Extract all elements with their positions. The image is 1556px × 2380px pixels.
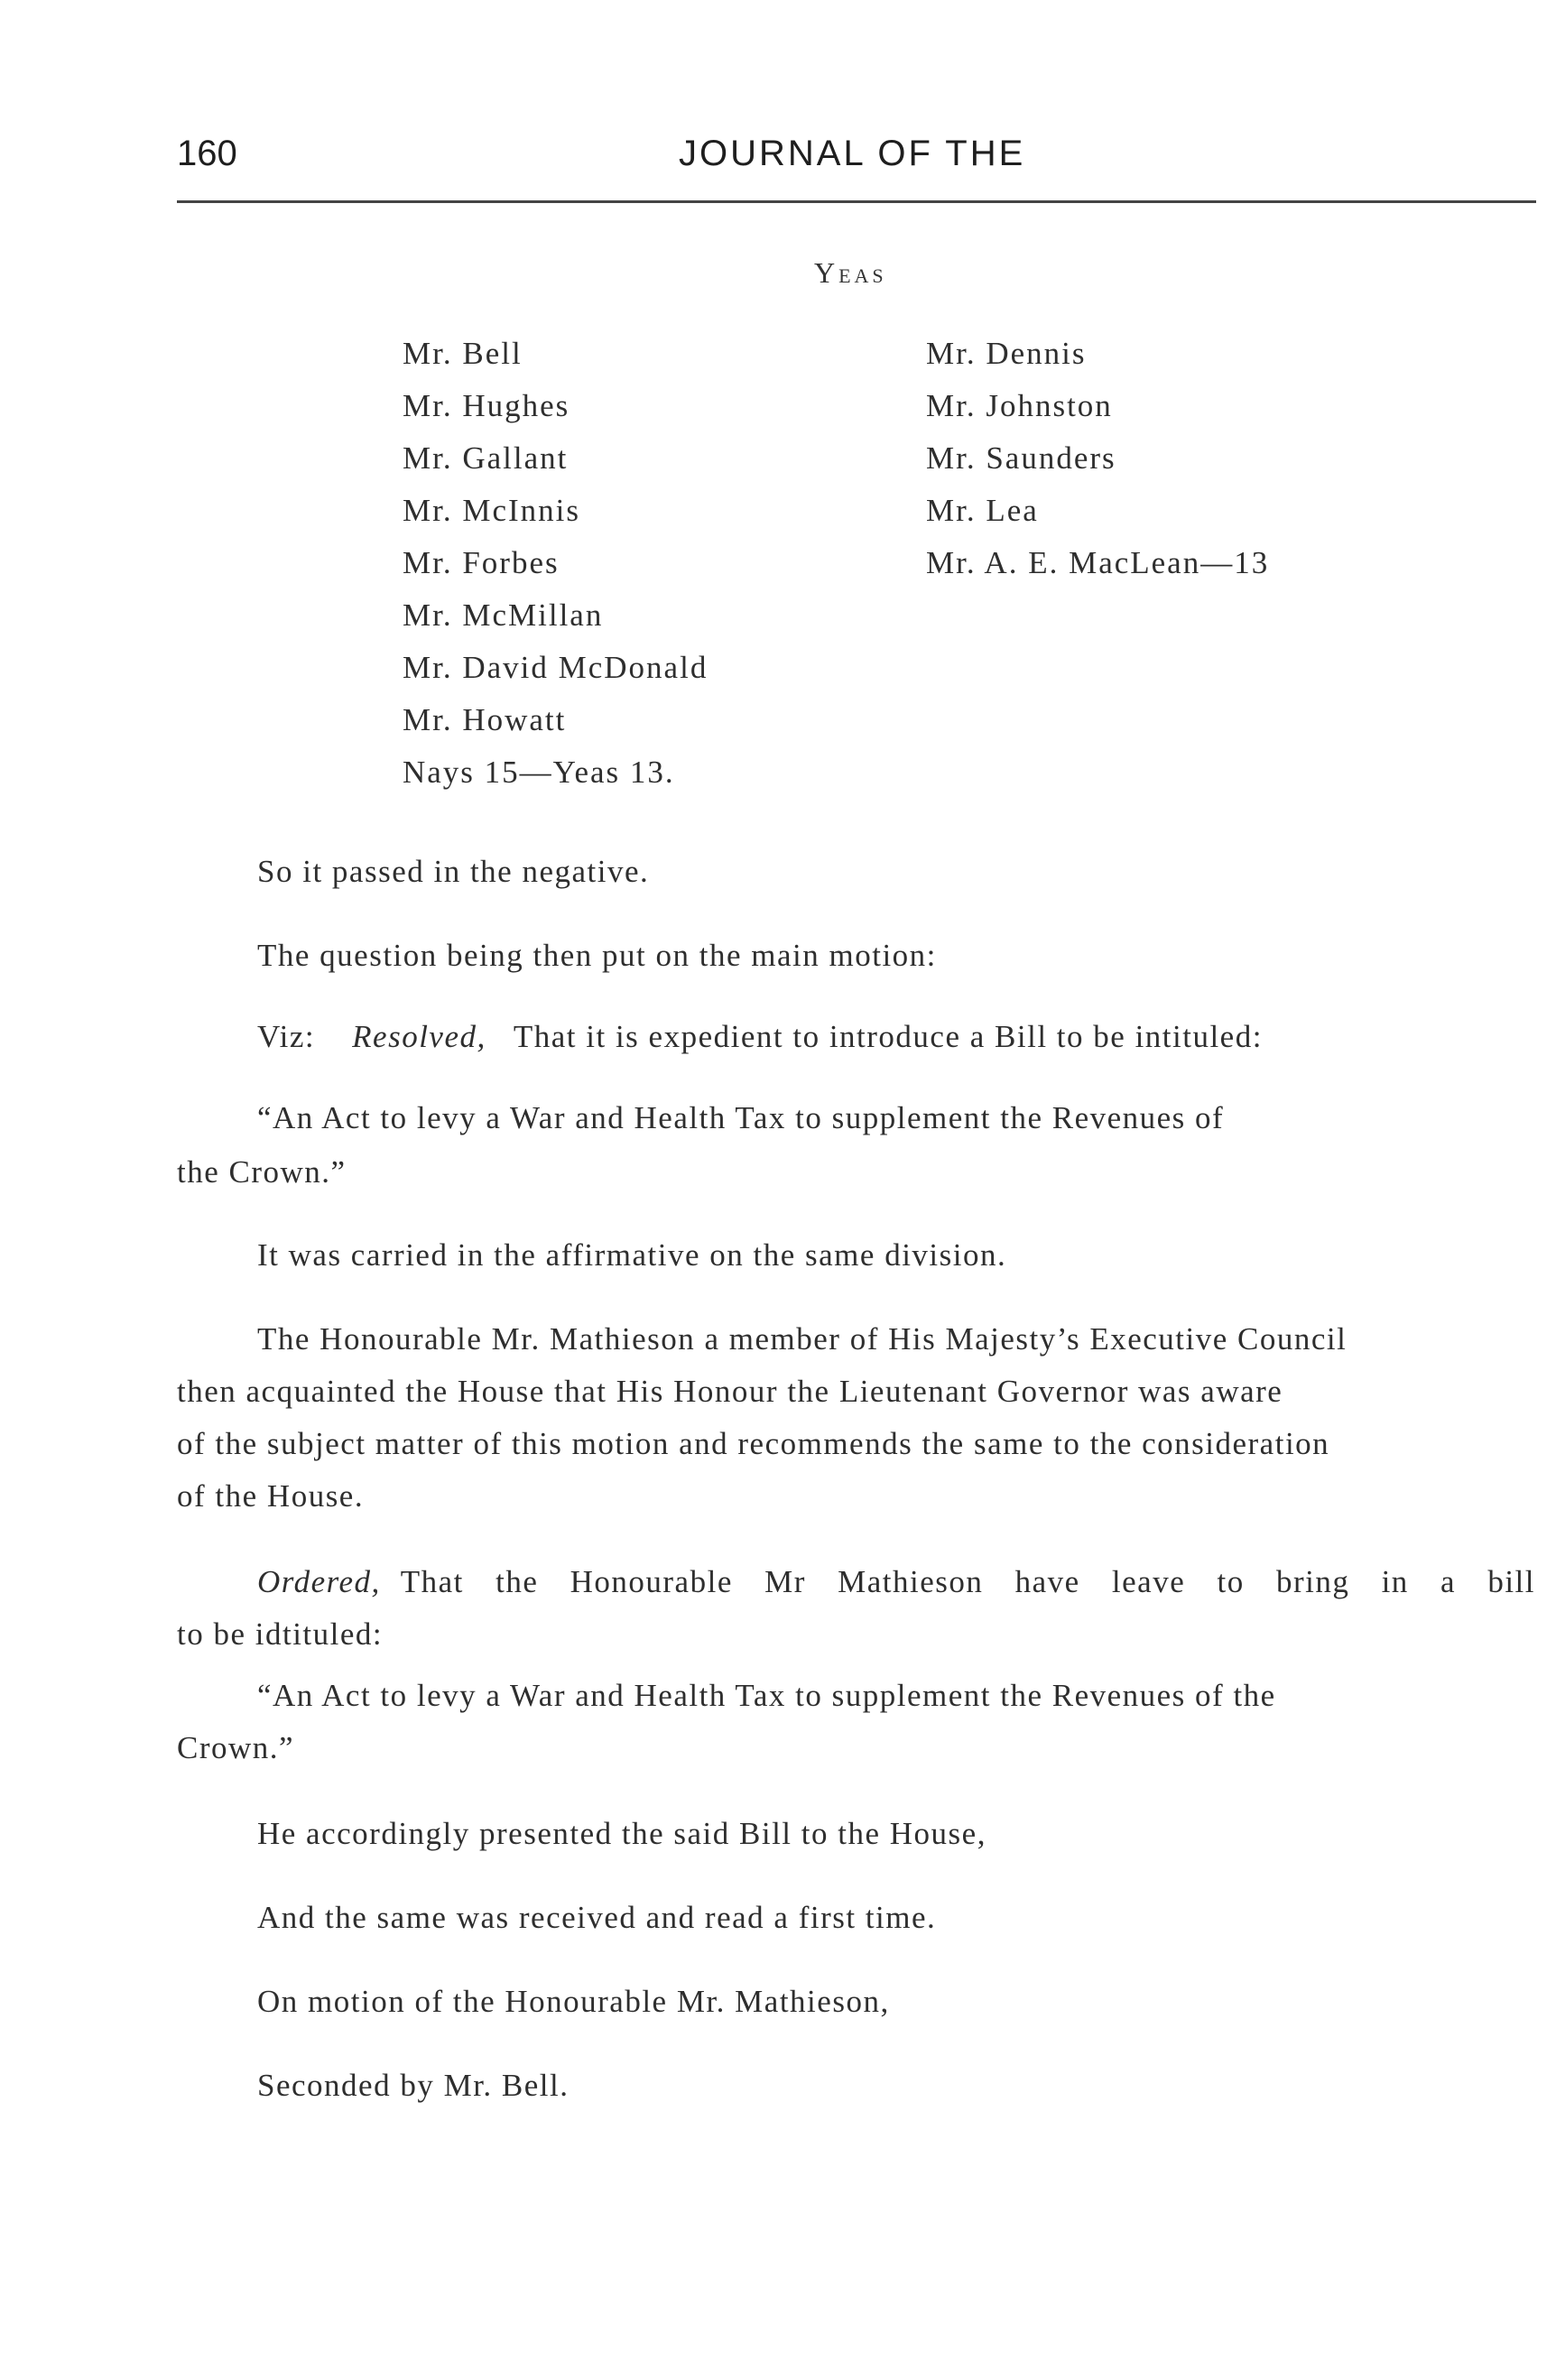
division-tally: Nays 15—Yeas 13.: [403, 755, 675, 790]
member-name: Mr. McInnis: [403, 493, 580, 528]
paragraph-mathieson-line-4: of the House.: [177, 1478, 365, 1514]
member-name: Mr. David McDonald: [403, 650, 709, 685]
paragraph-mathieson-line-3: of the subject matter of this motion and recommends the same to the consideration: [177, 1426, 1330, 1461]
member-name: Mr. Saunders: [926, 440, 1116, 476]
paragraph-mathieson-line-2: then acquainted the House that His Honour the Lieutenant Governor was aware: [177, 1374, 1283, 1409]
yeas-right-column: [926, 336, 1395, 607]
paragraph-seconded: Seconded by Mr. Bell.: [257, 2068, 570, 2103]
bill-title-line-1: “An Act to levy a War and Health Tax to supplement the Revenues of: [257, 1100, 1225, 1135]
paragraph-motion: On motion of the Honourable Mr. Mathieson,: [257, 1984, 890, 2019]
member-name: Mr. A. E. MacLean—13: [926, 545, 1270, 580]
member-name: Mr. Johnston: [926, 388, 1113, 423]
paragraph-mathieson-line-1: The Honourable Mr. Mathieson a member of His Majesty’s Executive Council: [257, 1321, 1348, 1357]
running-title: JOURNAL OF THE: [679, 134, 1026, 173]
resolved-label: Resolved,: [352, 1019, 486, 1054]
member-name: Mr. Bell: [403, 336, 523, 371]
member-name: Mr. Gallant: [403, 440, 569, 476]
paragraph-question: The question being then put on the main motion:: [257, 938, 937, 973]
division-heading: Yeas: [814, 256, 887, 289]
member-name: Mr. McMillan: [403, 597, 604, 633]
member-name: Mr. Lea: [926, 493, 1039, 528]
member-name: Mr. Hughes: [403, 388, 570, 423]
ordered-text: That the Honourable Mr Mathieson have leave to bring in a bill: [400, 1564, 1535, 1599]
ordered-label: Ordered,: [257, 1564, 381, 1599]
bill-title-line-2: the Crown.”: [177, 1154, 347, 1190]
header-rule: [177, 200, 1536, 203]
bill-title-repeat-line-2: Crown.”: [177, 1730, 295, 1765]
bill-title-repeat-line-1: “An Act to levy a War and Health Tax to supplement the Revenues of the: [257, 1678, 1276, 1713]
yeas-left-column: [403, 336, 908, 805]
paragraph-first-reading: And the same was received and read a first time.: [257, 1900, 937, 1935]
member-name: Mr. Howatt: [403, 702, 567, 737]
member-name: Mr. Dennis: [926, 336, 1087, 371]
paragraph-ordered-line-1: [257, 1556, 1535, 1608]
member-name: Mr. Forbes: [403, 545, 560, 580]
paragraph-resolved: [257, 1011, 1263, 1063]
paragraph-ordered-line-2: to be idtituled:: [177, 1616, 384, 1652]
paragraph-presented: He accordingly presented the said Bill to the House,: [257, 1816, 986, 1851]
page-number: 160: [177, 134, 237, 173]
resolved-text: That it is expedient to introduce a Bill to be intituled:: [513, 1019, 1263, 1054]
paragraph-carried: It was carried in the affirmative on the same division.: [257, 1237, 1007, 1273]
viz-label: Viz:: [257, 1019, 316, 1054]
paragraph-negative: So it passed in the negative.: [257, 854, 650, 889]
